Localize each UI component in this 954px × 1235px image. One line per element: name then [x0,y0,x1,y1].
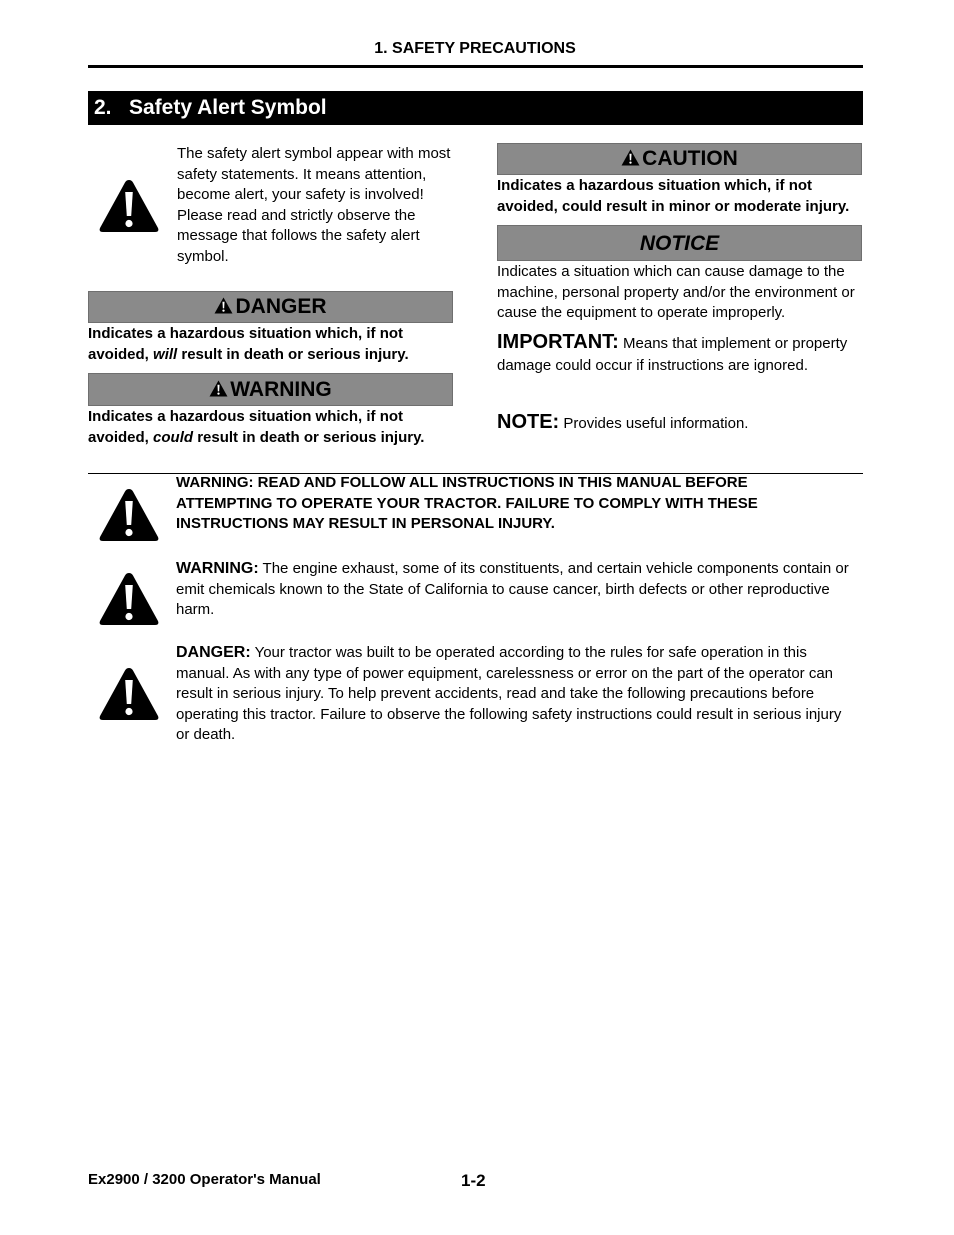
danger-operation-text: Your tractor was built to be operated according to the rules for safe operation in this manual. As with any type of power equipment, carelessness or error on the part of the operator can result in serious injury. To help prevent accidents, read and take the following precautions before operating this tractor. Failure to observe the following safety instructions could result in serious injury or death. [176,644,842,743]
caution-description: Indicates a hazardous situation which, if not avoided, could result in minor or moderate injury. [497,177,850,215]
danger-operation-lead: DANGER: [176,644,251,661]
caution-label: CAUTION [642,147,738,170]
danger-alert-icon [214,297,233,314]
warning-desc-emphasis: could [153,428,194,446]
warning-instructions-text: WARNING: READ AND FOLLOW ALL INSTRUCTIONS IN THIS MANUAL BEFORE ATTEMPTING TO OPERATE YOUR TRACTOR. FAILURE TO COMPLY WITH THESE INSTRUCTIONS MAY RESULT IN PERSONAL INJURY. [176,474,758,532]
section-heading [88,91,863,125]
warning-label: WARNING [230,378,332,401]
note-label: NOTE: [497,411,560,433]
danger-label: DANGER [235,295,327,318]
important-note [497,331,862,377]
california-warning-text: The engine exhaust, some of its constituents, and certain vehicle components contain or emit chemicals known to the State of California to cause cancer, birth defects or other reproductive harm. [176,560,849,618]
header-rule [88,65,863,68]
important-text: Means that implement or property damage could occur if instructions are ignored. [497,335,848,374]
danger-desc-emphasis: will [153,345,178,363]
safety-alert-triangle-icon [98,666,160,722]
warning-desc-text: Indicates a hazardous situation which, if not avoided, [88,408,404,446]
danger-signal-bar [88,291,453,323]
section-number: 2. [94,96,112,119]
note-text: Provides useful information. [559,415,749,432]
safety-alert-triangle-icon [98,571,160,627]
caution-alert-icon [621,149,640,166]
section-title: Safety Alert Symbol [129,96,327,119]
notice-signal-bar [497,225,862,261]
notice-label: NOTICE [639,232,720,255]
danger-desc-text-end: result in death or serious injury. [177,345,409,363]
notice-description: Indicates a situation which can cause damage to the machine, personal property and/or the environment or cause the equipment to operate improperly. [497,263,855,321]
caution-signal-bar [497,143,862,175]
warning-signal-bar [88,373,453,406]
danger-desc-text: Indicates a hazardous situation which, if not avoided, [88,325,404,363]
running-header: 1. SAFETY PRECAUTIONS [374,40,576,57]
danger-operation-warning [176,643,856,746]
safety-alert-triangle-icon [98,487,160,543]
warning-desc-text-end: result in death or serious injury. [193,428,425,446]
california-warning-lead: WARNING: [176,560,259,577]
footer-page-number: 1-2 [461,1171,486,1190]
important-label: IMPORTANT: [497,331,619,353]
warning-description [88,407,458,448]
danger-description [88,324,458,365]
warning-alert-icon [209,380,228,397]
california-warning [176,559,856,621]
footer-manual-title: Ex2900 / 3200 Operator's Manual [88,1171,321,1188]
safety-alert-triangle-icon [98,178,160,234]
intro-text: The safety alert symbol appear with most safety statements. It means attention, become alert, your safety is involved! Please read and strictly observe the message that follows the safety alert symbol. [177,145,451,265]
note [497,409,862,437]
